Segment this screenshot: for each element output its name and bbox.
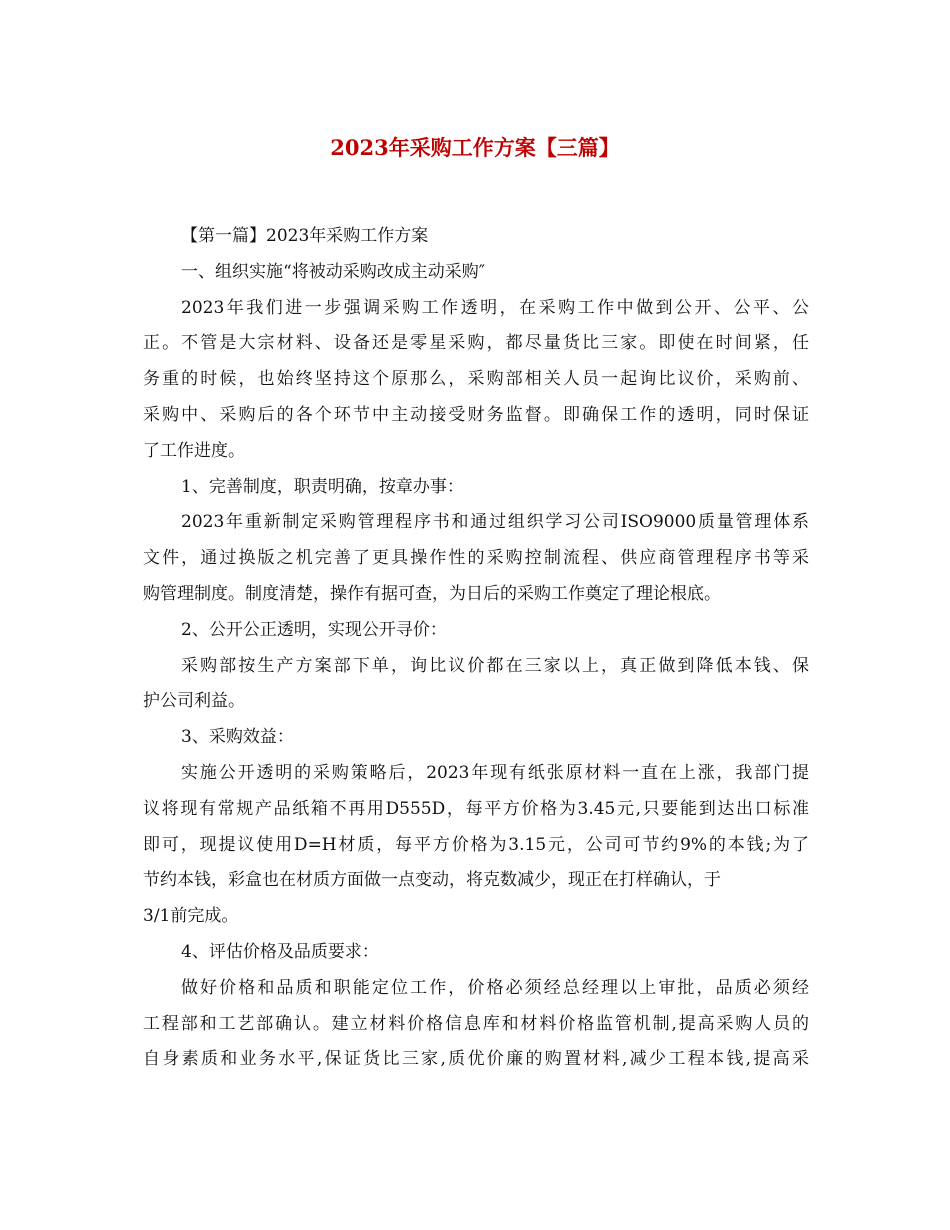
- paragraph-line: 节约本钱，彩盒也在材质方面做一点变动，将克数减少，现正在打样确认，于: [143, 870, 721, 891]
- subsection-heading: 一、组织实施“将被动采购改成主动采购″: [181, 261, 486, 282]
- paragraph-line: 务重的时候，也始终坚持这个原那么，采购部相关人员一起询比议价，采购前、: [143, 369, 809, 390]
- item-heading: 1、完善制度，职责明确，按章办事：: [181, 476, 464, 497]
- paragraph-line: 采购中、采购后的各个环节中主动接受财务监督。即确保工作的透明，同时保证: [143, 404, 809, 425]
- paragraph-line: 购管理制度。制度清楚，操作有据可查，为日后的采购工作奠定了理论根底。: [143, 583, 721, 604]
- paragraph-line: 2023年我们进一步强调采购工作透明，在采购工作中做到公开、公平、公: [181, 297, 809, 318]
- paragraph-line: 了工作进度。: [143, 440, 245, 461]
- paragraph-line: 采购部按生产方案部下单，询比议价都在三家以上，真正做到降低本钱、保: [181, 655, 809, 676]
- paragraph-line: 3/1前完成。: [143, 906, 239, 927]
- paragraph-line: 实施公开透明的采购策略后，2023年现有纸张原材料一直在上涨，我部门提: [181, 762, 809, 783]
- item-heading: 2、公开公正透明，实现公开寻价：: [181, 619, 447, 640]
- section-heading: 【第一篇】2023年采购工作方案: [181, 226, 429, 246]
- paragraph-line: 自身素质和业务水平,保证货比三家,质优价廉的购置材料,减少工程本钱,提高采: [143, 1049, 809, 1070]
- paragraph-line: 2023年重新制定采购管理程序书和通过组织学习公司ISO9000质量管理体系: [181, 512, 809, 533]
- paragraph-line: 议将现有常规产品纸箱不再用D555D，每平方价格为3.45元,只要能到达出口标准: [143, 798, 809, 819]
- paragraph-line: 正。不管是大宗材料、设备还是零星采购，都尽量货比三家。即使在时间紧，任: [143, 333, 809, 354]
- paragraph-line: 做好价格和品质和职能定位工作，价格必须经总经理以上审批，品质必须经: [181, 977, 809, 998]
- item-heading: 4、评估价格及品质要求：: [181, 941, 379, 962]
- paragraph-line: 工程部和工艺部确认。建立材料价格信息库和材料价格监管机制,提高采购人员的: [143, 1013, 809, 1034]
- item-heading: 3、采购效益：: [181, 727, 294, 748]
- paragraph-line: 护公司利益。: [143, 691, 245, 712]
- document-title: 2023年采购工作方案【三篇】: [330, 135, 620, 160]
- paragraph-line: 即可，现提议使用D=H材质，每平方价格为3.15元，公司可节约9%的本钱;为了: [143, 834, 809, 855]
- document-body: [143, 219, 809, 1078]
- paragraph-line: 文件，通过换版之机完善了更具操作性的采购控制流程、供应商管理程序书等采: [143, 548, 809, 569]
